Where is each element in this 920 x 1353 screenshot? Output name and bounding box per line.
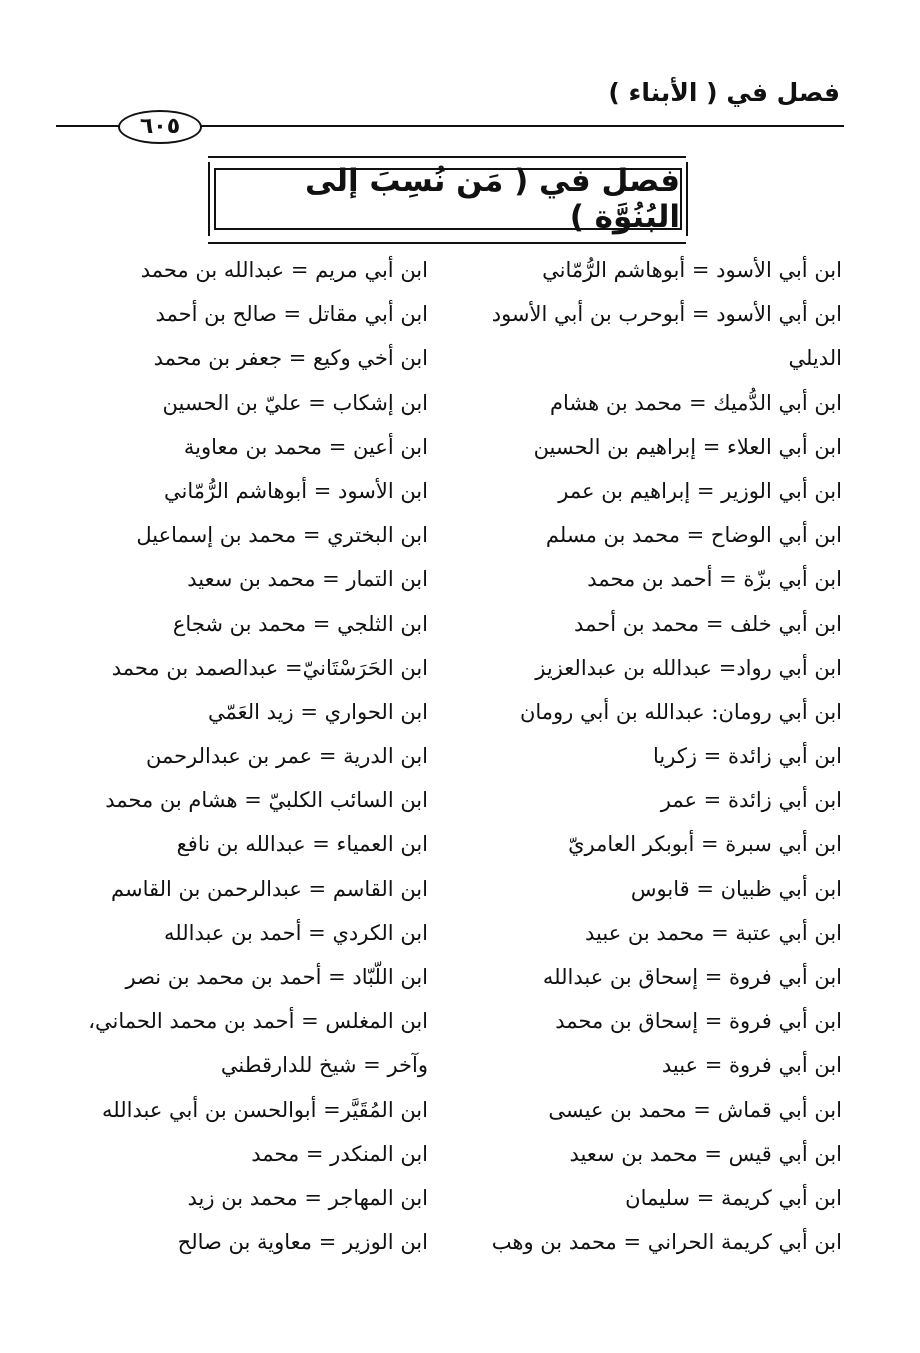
list-item: ابن أبي بزّة = أحمد بن محمد [587, 567, 842, 592]
list-item: ابن اللّبّاد = أحمد بن محمد بن نصر [125, 965, 428, 989]
list-item: ابن السائب الكلبيّ = هشام بن محمد [105, 788, 428, 813]
list-item: ابن أبي الدُّميك = محمد بن هشام [549, 390, 842, 415]
list-item: ابن أبي ظبيان = قابوس [630, 876, 842, 901]
list-item: ابن الحَرَسْتَانيّ= عبدالصمد بن محمد [111, 655, 428, 680]
list-item: ابن أبي كريمة = سليمان [625, 1185, 842, 1210]
list-item: ابن إشكاب = عليّ بن الحسين [162, 390, 428, 415]
list-item: ابن أبي العلاء = إبراهيم بن الحسين [533, 434, 842, 459]
title-rule-top [208, 156, 686, 158]
list-item: ابن أبي قيس = محمد بن سعيد [569, 1141, 842, 1166]
list-item: ابن المنكدر = محمد [251, 1141, 428, 1166]
list-item: ابن أبي كريمة الحراني = محمد بن وهب [491, 1230, 842, 1255]
list-item: ابن البختري = محمد بن إسماعيل [136, 523, 428, 548]
header-rule-left [56, 125, 122, 127]
list-item: ابن أبي الأسود = أبوهاشم الرُّمّاني [542, 258, 842, 282]
list-item: ابن أبي فروة = إسحاق بن محمد [555, 1009, 842, 1034]
list-item: ابن العمياء = عبدالله بن نافع [176, 832, 428, 857]
list-item: ابن الكردي = أحمد بن عبدالله [164, 920, 428, 945]
page-number: ٦٠٥ [118, 110, 202, 144]
list-item: ابن التمار = محمد بن سعيد [187, 567, 428, 592]
list-item: ابن أبي مريم = عبدالله بن محمد [140, 258, 428, 282]
right-column [462, 248, 842, 1264]
list-item: ابن أبي زائدة = زكريا [653, 744, 842, 769]
list-item: ابن المُقَيَّر= أبوالحسن بن أبي عبدالله [102, 1097, 428, 1122]
left-column [8, 248, 428, 1264]
header-rule [200, 125, 844, 127]
list-item: ابن أخي وكيع = جعفر بن محمد [153, 346, 428, 371]
list-item: ابن أبي فروة = عبيد [661, 1053, 842, 1078]
list-item: ابن أبي سبرة = أبوبكر العامريّ [568, 832, 842, 857]
list-item: ابن المهاجر = محمد بن زيد [187, 1185, 428, 1210]
list-item: ابن أبي خلف = محمد بن أحمد [574, 611, 842, 636]
list-item: ابن أبي الأسود = أبوحرب بن أبي الأسود الديلي [491, 302, 842, 371]
running-header: فصل في ( الأبناء ) [608, 78, 840, 107]
list-item: ابن أبي الوضاح = محمد بن مسلم [545, 523, 842, 548]
list-item: ابن أبي زائدة = عمر [660, 788, 842, 813]
list-item: ابن أبي رواد= عبدالله بن عبدالعزيز [535, 655, 842, 680]
list-item: ابن الثلجي = محمد بن شجاع [172, 611, 428, 636]
list-item: ابن أعين = محمد بن معاوية [183, 434, 428, 459]
list-item: ابن أبي مقاتل = صالح بن أحمد [155, 302, 428, 327]
section-title: فصل في ( مَن نُسِبَ إلى البُنُوَّة ) [214, 168, 682, 230]
list-item: ابن القاسم = عبدالرحمن بن القاسم [111, 876, 428, 901]
list-item: ابن أبي فروة = إسحاق بن عبدالله [542, 965, 842, 990]
list-item: وآخر = شيخ للدارقطني [220, 1053, 428, 1078]
list-item: ابن الوزير = معاوية بن صالح [177, 1230, 428, 1255]
list-item: ابن الدرية = عمر بن عبدالرحمن [145, 744, 428, 769]
list-item: ابن المغلس = أحمد بن محمد الحماني، [88, 1009, 428, 1034]
title-rule-bottom [208, 242, 686, 244]
list-item: ابن أبي عتبة = محمد بن عبيد [585, 920, 842, 945]
list-item: ابن أبي قماش = محمد بن عيسى [548, 1097, 842, 1122]
list-item: ابن أبي رومان: عبدالله بن أبي رومان [519, 699, 842, 724]
list-item: ابن الأسود = أبوهاشم الرُّمّاني [164, 478, 428, 503]
list-item: ابن الحواري = زيد العَمّي [207, 699, 428, 724]
list-item: ابن أبي الوزير = إبراهيم بن عمر [558, 478, 842, 503]
